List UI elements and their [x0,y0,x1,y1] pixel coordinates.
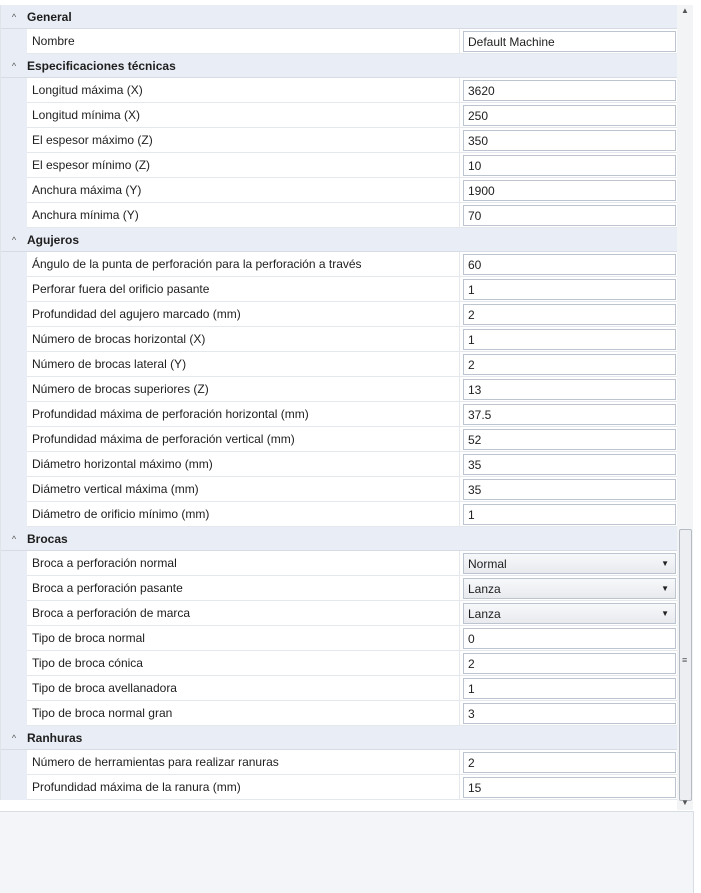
category-header[interactable] [1,726,678,750]
property-name: Nombre [27,29,460,54]
property-value-cell [460,302,678,327]
property-name: Anchura máxima (Y) [27,178,460,203]
row-gutter [1,452,27,477]
dropdown-value: Normal [468,556,507,571]
property-name: Número de brocas superiores (Z) [27,377,460,402]
property-value-cell [460,452,678,477]
row-gutter [1,78,27,103]
row-gutter [1,626,27,651]
category-label: Agujeros [27,232,80,247]
row-gutter [1,750,27,775]
row-gutter [1,377,27,402]
property-name: Tipo de broca cónica [27,651,460,676]
property-row [1,750,678,775]
property-value-cell [460,601,678,626]
property-row [1,576,678,601]
row-gutter [1,178,27,203]
property-value-cell [460,327,678,352]
property-name: Diámetro vertical máxima (mm) [27,477,460,502]
dropdown-arrow-icon[interactable]: ▼ [661,609,669,618]
property-row [1,775,678,800]
property-value-cell [460,128,678,153]
description-panel [0,811,694,893]
row-gutter [1,676,27,701]
property-value-input[interactable]: 1900 [463,180,676,201]
property-value-cell [460,576,678,601]
property-value-input[interactable]: 70 [463,205,676,226]
property-name: Número de brocas lateral (Y) [27,352,460,377]
property-name: Tipo de broca avellanadora [27,676,460,701]
property-value-cell [460,29,678,54]
property-row [1,551,678,576]
property-row [1,128,678,153]
row-gutter [1,352,27,377]
dropdown-arrow-icon[interactable]: ▼ [661,559,669,568]
property-name: Tipo de broca normal gran [27,701,460,726]
property-row [1,402,678,427]
category-header[interactable] [1,228,678,252]
property-value-cell [460,252,678,277]
property-row [1,327,678,352]
property-value-cell [460,402,678,427]
row-gutter [1,103,27,128]
property-value-input[interactable]: 35 [463,454,676,475]
category-header[interactable] [1,54,678,78]
row-gutter [1,203,27,228]
property-value-cell [460,178,678,203]
property-value-input[interactable]: 60 [463,254,676,275]
category-header[interactable] [1,5,678,29]
property-name: El espesor máximo (Z) [27,128,460,153]
property-name: Profundidad máxima de la ranura (mm) [27,775,460,800]
row-gutter [1,502,27,527]
property-name: Diámetro de orificio mínimo (mm) [27,502,460,527]
property-value-input[interactable]: 1 [463,678,676,699]
property-value-cell [460,103,678,128]
dropdown-value: Lanza [468,581,501,596]
row-gutter [1,601,27,626]
category-header[interactable] [1,527,678,551]
property-value-input[interactable]: 3 [463,703,676,724]
property-value-cell [460,502,678,527]
property-name: Número de herramientas para realizar ranuras [27,750,460,775]
row-gutter [1,29,27,54]
row-gutter [1,551,27,576]
property-value-input[interactable]: 2 [463,653,676,674]
collapse-chevron-icon[interactable]: ^ [11,533,17,544]
collapse-chevron-icon[interactable]: ^ [11,234,17,245]
property-value-cell [460,277,678,302]
property-row [1,178,678,203]
property-row [1,676,678,701]
property-name: Ángulo de la punta de perforación para la perforación a través [27,252,460,277]
property-row [1,277,678,302]
property-value-input[interactable]: 35 [463,479,676,500]
property-name: Broca a perforación pasante [27,576,460,601]
property-value-input[interactable]: 0 [463,628,676,649]
property-row [1,29,678,54]
property-name: Diámetro horizontal máximo (mm) [27,452,460,477]
property-row [1,103,678,128]
property-name: Longitud mínima (X) [27,103,460,128]
property-row [1,477,678,502]
property-row [1,302,678,327]
property-row [1,203,678,228]
category-label: Ranhuras [27,730,83,745]
category-label: Brocas [27,531,68,546]
property-row [1,252,678,277]
property-name: El espesor mínimo (Z) [27,153,460,178]
scrollbar-thumb[interactable] [679,529,692,801]
property-value-cell [460,551,678,576]
property-value-cell [460,78,678,103]
row-gutter [1,153,27,178]
property-value-input[interactable]: 2 [463,752,676,773]
row-gutter [1,427,27,452]
property-value-input[interactable]: 52 [463,429,676,450]
property-name: Broca a perforación de marca [27,601,460,626]
property-value-input[interactable]: 15 [463,777,676,798]
property-value-cell [460,626,678,651]
row-gutter [1,128,27,153]
property-row [1,452,678,477]
scroll-up-icon[interactable]: ▲ [681,6,689,15]
property-value-cell [460,651,678,676]
property-value-cell [460,377,678,402]
property-name: Broca a perforación normal [27,551,460,576]
property-value-input[interactable]: Default Machine [463,31,676,52]
property-value-input[interactable]: 1 [463,279,676,300]
property-value-input[interactable]: 37.5 [463,404,676,425]
property-name: Profundidad máxima de perforación horizontal (mm) [27,402,460,427]
property-row [1,377,678,402]
property-value-cell [460,477,678,502]
row-gutter [1,402,27,427]
vertical-scrollbar[interactable] [677,5,693,810]
property-value-input[interactable]: 250 [463,105,676,126]
property-value-cell [460,427,678,452]
row-gutter [1,651,27,676]
category-label: Especificaciones técnicas [27,58,176,73]
row-gutter [1,477,27,502]
dropdown-value: Lanza [468,606,501,621]
row-gutter [1,277,27,302]
property-value-cell [460,203,678,228]
property-value-cell [460,153,678,178]
property-name: Perforar fuera del orificio pasante [27,277,460,302]
property-value-input[interactable]: 2 [463,354,676,375]
property-name: Tipo de broca normal [27,626,460,651]
dropdown-arrow-icon[interactable]: ▼ [661,584,669,593]
property-name: Profundidad del agujero marcado (mm) [27,302,460,327]
property-value-input[interactable]: 10 [463,155,676,176]
property-value-input[interactable]: 1 [463,329,676,350]
collapse-chevron-icon[interactable]: ^ [11,11,17,22]
property-grid [0,5,678,800]
collapse-chevron-icon[interactable]: ^ [11,60,17,71]
property-value-dropdown[interactable] [463,578,676,599]
row-gutter [1,252,27,277]
property-name: Profundidad máxima de perforación vertical (mm) [27,427,460,452]
grip-icon: ≡ [682,655,688,665]
property-row [1,78,678,103]
row-gutter [1,576,27,601]
property-value-cell [460,775,678,800]
property-value-cell [460,676,678,701]
property-value-cell [460,352,678,377]
row-gutter [1,701,27,726]
property-value-input[interactable]: 1 [463,504,676,525]
row-gutter [1,775,27,800]
property-row [1,701,678,726]
row-gutter [1,302,27,327]
property-row [1,626,678,651]
category-label: General [27,9,72,24]
scroll-down-icon[interactable]: ▼ [681,798,689,807]
property-value-input[interactable]: 2 [463,304,676,325]
property-name: Número de brocas horizontal (X) [27,327,460,352]
property-row [1,427,678,452]
property-row [1,502,678,527]
property-value-input[interactable]: 3620 [463,80,676,101]
row-gutter [1,327,27,352]
property-value-dropdown[interactable] [463,603,676,624]
property-value-cell [460,750,678,775]
property-name: Longitud máxima (X) [27,78,460,103]
property-value-cell [460,701,678,726]
property-value-input[interactable]: 13 [463,379,676,400]
property-row [1,651,678,676]
property-value-input[interactable]: 350 [463,130,676,151]
property-row [1,352,678,377]
property-name: Anchura mínima (Y) [27,203,460,228]
property-row [1,601,678,626]
property-row [1,153,678,178]
collapse-chevron-icon[interactable]: ^ [11,732,17,743]
property-value-dropdown[interactable] [463,553,676,574]
